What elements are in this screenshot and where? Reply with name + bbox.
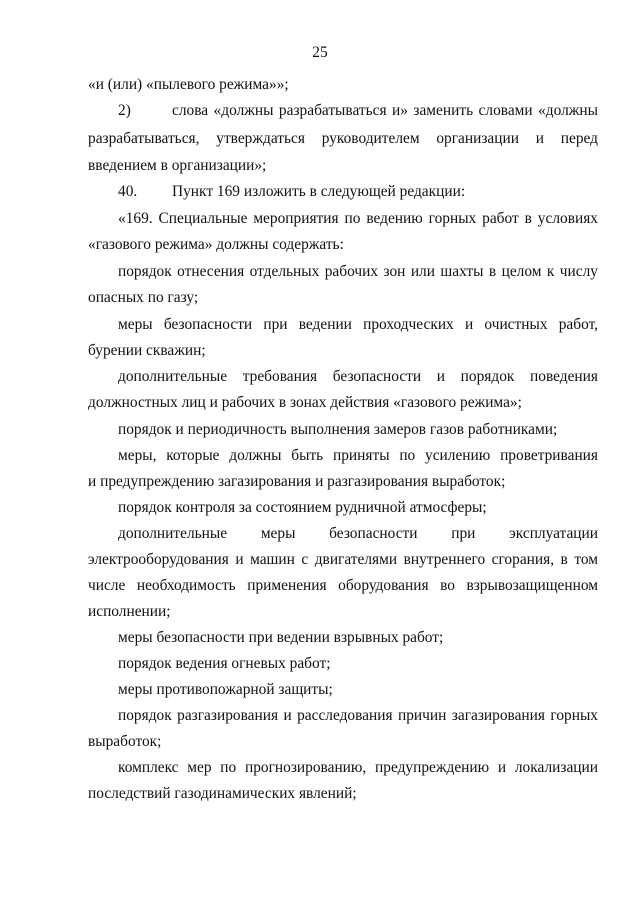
text-line: меры, которые должны быть приняты по усилению проветривания xyxy=(118,447,598,464)
text-line: и предупреждению загазирования и разгазирования выработок; xyxy=(88,473,506,490)
list-number: 2) xyxy=(118,102,131,119)
text-line: порядок и периодичность выполнения замеров газов работниками; xyxy=(118,421,558,438)
text-line: порядок ведения огневых работ; xyxy=(118,655,331,672)
text-line: «газового режима» должны содержать: xyxy=(88,236,344,253)
text-line: комплекс мер по прогнозированию, предупреждению и локализации xyxy=(118,759,598,776)
text-line: порядок контроля за состоянием рудничной атмосферы; xyxy=(118,499,487,516)
text-line: опасных по газу; xyxy=(88,289,199,306)
text-line: выработок; xyxy=(88,733,162,750)
text-line: меры противопожарной защиты; xyxy=(118,681,333,698)
text-line: введением в организации»; xyxy=(88,157,267,174)
text-line: меры безопасности при ведении проходческих и очистных работ, xyxy=(118,316,598,333)
text-line: слова «должны разрабатываться и» заменить словами «должны xyxy=(172,102,598,119)
text-line: последствий газодинамических явлений; xyxy=(88,785,357,802)
text-line: «169. Специальные мероприятия по ведению горных работ в условиях xyxy=(118,210,598,227)
text-line: порядок разгазирования и расследования причин загазирования горных xyxy=(118,707,598,724)
text-line: порядок отнесения отдельных рабочих зон или шахты в целом к числу xyxy=(118,263,598,280)
text-line: разрабатываться, утверждаться руководителем организации и перед xyxy=(88,130,598,147)
text-line: должностных лиц и рабочих в зонах действия «газового режима»; xyxy=(88,394,522,411)
text-line: бурении скважин; xyxy=(88,342,206,359)
list-number: 40. xyxy=(118,183,138,200)
text-line: числе необходимость применения оборудования во взрывозащищенном xyxy=(88,577,598,594)
text-line: дополнительные меры безопасности при эксплуатации xyxy=(118,525,598,542)
text-line: исполнении; xyxy=(88,603,171,620)
text-line: меры безопасности при ведении взрывных работ; xyxy=(118,629,444,646)
page-number: 25 xyxy=(312,44,328,61)
text-line: «и (или) «пылевого режима»»; xyxy=(88,76,289,93)
text-line: дополнительные требования безопасности и порядок поведения xyxy=(118,368,598,385)
text-line: электрооборудования и машин с двигателями внутреннего сгорания, в том xyxy=(88,551,598,568)
text-line: Пункт 169 изложить в следующей редакции: xyxy=(172,183,466,200)
